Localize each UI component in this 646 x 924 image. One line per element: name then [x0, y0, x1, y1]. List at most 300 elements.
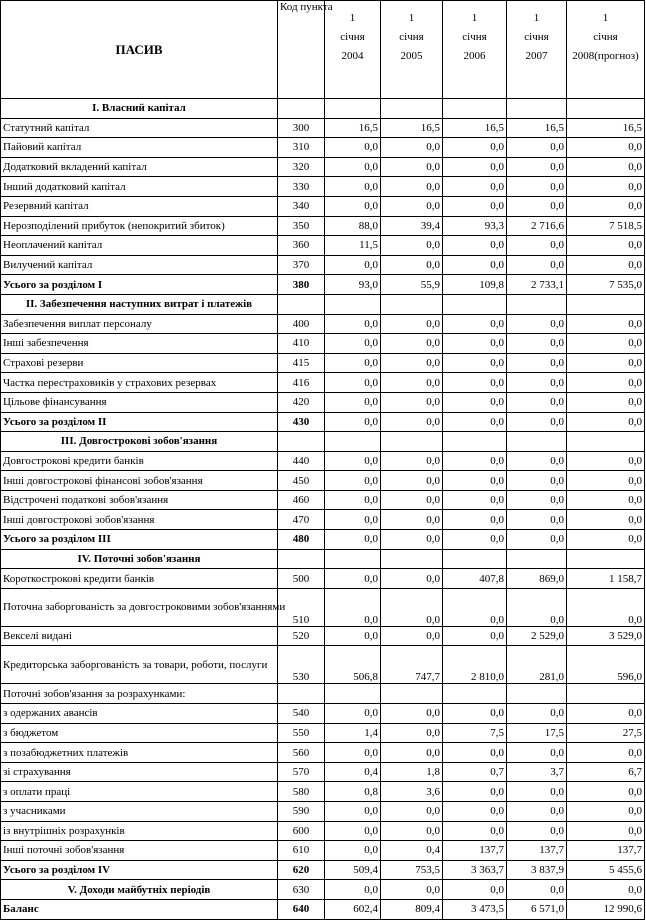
row-code: 460	[278, 490, 325, 510]
value-cell: 0,0	[325, 314, 381, 334]
value-cell: 0,0	[567, 334, 645, 354]
code-column-header: Код пункта	[278, 1, 325, 99]
row-code: 400	[278, 314, 325, 334]
row-code: 620	[278, 860, 325, 880]
row-label: Інші забезпечення	[1, 334, 278, 354]
value-cell: 93,0	[325, 275, 381, 295]
row-label: з позабюджетних платежів	[1, 743, 278, 763]
value-cell: 753,5	[381, 860, 443, 880]
row-code: 420	[278, 392, 325, 412]
value-cell: 0,0	[381, 138, 443, 158]
value-cell: 0,0	[567, 157, 645, 177]
value-cell	[507, 432, 567, 452]
value-cell: 0,0	[381, 471, 443, 491]
row-label: Кредиторська заборгованість за товари, роботи, послуги	[1, 646, 278, 684]
value-cell: 0,0	[325, 196, 381, 216]
row-label: II. Забезпечення наступних витрат і платежів	[1, 294, 278, 314]
value-cell: 0,0	[443, 510, 507, 530]
section-header-row	[1, 99, 645, 119]
value-cell: 0,0	[443, 743, 507, 763]
row-label: Баланс	[1, 899, 278, 919]
value-cell: 0,0	[507, 412, 567, 432]
value-cell	[567, 549, 645, 569]
value-cell: 0,0	[381, 569, 443, 589]
row-label: з одержаних авансів	[1, 704, 278, 724]
row-code: 630	[278, 880, 325, 900]
value-cell: 0,0	[507, 373, 567, 393]
table-row	[1, 392, 645, 412]
table-row	[1, 490, 645, 510]
row-code	[278, 99, 325, 119]
value-cell	[507, 684, 567, 704]
row-label: Додатковий вкладений капітал	[1, 157, 278, 177]
row-code: 370	[278, 255, 325, 275]
table-row	[1, 841, 645, 861]
value-cell	[381, 294, 443, 314]
row-label: V. Доходи майбутніх періодів	[1, 880, 278, 900]
value-cell: 11,5	[325, 236, 381, 256]
row-label: Поточні зобов'язання за розрахунками:	[1, 684, 278, 704]
value-cell: 0,0	[507, 880, 567, 900]
value-cell: 0,0	[381, 530, 443, 550]
row-code: 430	[278, 412, 325, 432]
table-row	[1, 177, 645, 197]
value-cell: 2 716,6	[507, 216, 567, 236]
value-cell: 0,0	[443, 451, 507, 471]
row-label: Нерозподілений прибуток (непокритий збиток)	[1, 216, 278, 236]
value-cell: 0,0	[567, 782, 645, 802]
value-cell: 0,0	[443, 353, 507, 373]
value-cell: 0,0	[507, 314, 567, 334]
total-row	[1, 412, 645, 432]
value-cell: 0,0	[443, 880, 507, 900]
value-cell: 0,0	[507, 451, 567, 471]
value-cell: 0,0	[443, 626, 507, 646]
value-cell: 2 810,0	[443, 646, 507, 684]
value-cell: 0,0	[381, 255, 443, 275]
value-cell: 0,0	[443, 314, 507, 334]
value-cell: 0,0	[567, 392, 645, 412]
value-cell: 1,4	[325, 723, 381, 743]
value-cell: 0,0	[507, 782, 567, 802]
value-cell: 0,0	[507, 196, 567, 216]
table-row	[1, 373, 645, 393]
row-code: 520	[278, 626, 325, 646]
row-label: III. Довгострокові зобов'язання	[1, 432, 278, 452]
value-cell: 93,3	[443, 216, 507, 236]
total-row	[1, 860, 645, 880]
value-cell: 596,0	[567, 646, 645, 684]
value-cell: 16,5	[381, 118, 443, 138]
row-code: 350	[278, 216, 325, 236]
value-cell: 0,0	[381, 880, 443, 900]
row-code: 310	[278, 138, 325, 158]
row-label: Вилучений капітал	[1, 255, 278, 275]
row-code: 610	[278, 841, 325, 861]
table-row	[1, 510, 645, 530]
value-cell	[443, 684, 507, 704]
row-label: Неоплачений капітал	[1, 236, 278, 256]
value-cell: 0,0	[381, 490, 443, 510]
table-row	[1, 588, 645, 626]
row-label: Забезпечення виплат персоналу	[1, 314, 278, 334]
value-cell: 0,0	[507, 392, 567, 412]
row-label: IV. Поточні зобов'язання	[1, 549, 278, 569]
value-cell	[567, 684, 645, 704]
value-cell: 0,0	[325, 588, 381, 626]
value-cell: 0,0	[443, 821, 507, 841]
value-cell: 0,0	[443, 588, 507, 626]
value-cell: 0,0	[567, 236, 645, 256]
table-body	[1, 99, 645, 920]
row-code: 480	[278, 530, 325, 550]
value-cell: 0,0	[325, 373, 381, 393]
value-cell: 109,8	[443, 275, 507, 295]
value-cell: 0,0	[567, 704, 645, 724]
value-cell: 0,0	[567, 412, 645, 432]
value-cell: 0,0	[443, 157, 507, 177]
value-cell: 0,0	[325, 490, 381, 510]
value-cell: 0,0	[381, 704, 443, 724]
value-cell: 1,8	[381, 762, 443, 782]
value-cell: 0,0	[507, 490, 567, 510]
value-cell: 2 733,1	[507, 275, 567, 295]
value-cell: 0,0	[443, 412, 507, 432]
row-code	[278, 432, 325, 452]
row-label: Резервний капітал	[1, 196, 278, 216]
row-code: 640	[278, 899, 325, 919]
value-cell	[507, 99, 567, 119]
value-cell: 0,0	[443, 782, 507, 802]
section-header-row	[1, 880, 645, 900]
total-row	[1, 899, 645, 919]
table-row	[1, 334, 645, 354]
table-row	[1, 782, 645, 802]
row-code: 510	[278, 588, 325, 626]
value-cell: 3 529,0	[567, 626, 645, 646]
row-label: з учасниками	[1, 802, 278, 822]
value-cell: 0,0	[443, 490, 507, 510]
table-row	[1, 196, 645, 216]
value-cell: 0,0	[567, 821, 645, 841]
row-code: 340	[278, 196, 325, 216]
value-cell: 0,0	[567, 743, 645, 763]
value-cell: 3 837,9	[507, 860, 567, 880]
value-cell: 407,8	[443, 569, 507, 589]
value-cell: 6,7	[567, 762, 645, 782]
value-cell: 869,0	[507, 569, 567, 589]
row-code: 530	[278, 646, 325, 684]
value-cell: 0,0	[325, 255, 381, 275]
value-cell: 0,0	[507, 471, 567, 491]
value-cell: 3,7	[507, 762, 567, 782]
row-label: зі страхування	[1, 762, 278, 782]
value-cell: 0,0	[381, 412, 443, 432]
row-label: Усього за розділом IV	[1, 860, 278, 880]
row-code: 416	[278, 373, 325, 393]
value-cell: 0,0	[507, 157, 567, 177]
value-cell: 0,0	[381, 157, 443, 177]
value-cell: 0,0	[325, 451, 381, 471]
value-cell: 0,0	[381, 723, 443, 743]
value-cell: 7,5	[443, 723, 507, 743]
value-cell: 137,7	[443, 841, 507, 861]
value-cell: 0,0	[381, 177, 443, 197]
value-cell: 16,5	[325, 118, 381, 138]
value-cell: 0,0	[567, 373, 645, 393]
row-code: 360	[278, 236, 325, 256]
row-label: Довгострокові кредити банків	[1, 451, 278, 471]
value-cell	[443, 99, 507, 119]
value-cell: 3 473,5	[443, 899, 507, 919]
table-row	[1, 704, 645, 724]
section-header-row	[1, 549, 645, 569]
value-cell	[381, 549, 443, 569]
row-label: Інші довгострокові зобов'язання	[1, 510, 278, 530]
value-cell: 0,0	[381, 821, 443, 841]
row-label: Інші поточні зобов'язання	[1, 841, 278, 861]
value-cell: 0,0	[443, 255, 507, 275]
value-cell: 7 535,0	[567, 275, 645, 295]
value-cell: 0,4	[325, 762, 381, 782]
table-row	[1, 118, 645, 138]
table-row	[1, 762, 645, 782]
value-cell: 0,0	[567, 530, 645, 550]
value-cell: 0,0	[325, 704, 381, 724]
value-cell: 0,0	[325, 412, 381, 432]
value-cell: 0,0	[567, 138, 645, 158]
value-cell: 602,4	[325, 899, 381, 919]
row-code	[278, 294, 325, 314]
table-row	[1, 451, 645, 471]
value-cell: 2 529,0	[507, 626, 567, 646]
year-column-header: 1 січня 2006	[443, 1, 507, 99]
row-label: з бюджетом	[1, 723, 278, 743]
value-cell: 0,0	[567, 353, 645, 373]
value-cell: 0,0	[507, 353, 567, 373]
value-cell: 6 571,0	[507, 899, 567, 919]
row-code: 410	[278, 334, 325, 354]
value-cell	[381, 432, 443, 452]
value-cell	[325, 684, 381, 704]
value-cell: 0,0	[325, 392, 381, 412]
row-code: 570	[278, 762, 325, 782]
table-row	[1, 743, 645, 763]
value-cell: 0,0	[381, 510, 443, 530]
row-code: 580	[278, 782, 325, 802]
value-cell: 0,0	[325, 510, 381, 530]
value-cell: 0,0	[507, 588, 567, 626]
value-cell: 3,6	[381, 782, 443, 802]
value-cell	[507, 549, 567, 569]
value-cell: 0,0	[567, 802, 645, 822]
value-cell	[507, 294, 567, 314]
value-cell: 0,0	[507, 802, 567, 822]
value-cell: 0,0	[381, 373, 443, 393]
year-column-header: 1 січня 2007	[507, 1, 567, 99]
value-cell: 0,0	[381, 314, 443, 334]
value-cell: 0,0	[443, 177, 507, 197]
row-label: Відстрочені податкові зобов'язання	[1, 490, 278, 510]
value-cell	[567, 432, 645, 452]
value-cell: 12 990,6	[567, 899, 645, 919]
value-cell: 0,0	[507, 821, 567, 841]
value-cell: 0,0	[507, 255, 567, 275]
row-label: Цільове фінансування	[1, 392, 278, 412]
row-label: Усього за розділом I	[1, 275, 278, 295]
value-cell: 0,0	[325, 530, 381, 550]
value-cell: 16,5	[507, 118, 567, 138]
row-code	[278, 549, 325, 569]
value-cell: 0,0	[567, 314, 645, 334]
row-code: 450	[278, 471, 325, 491]
value-cell: 0,0	[443, 530, 507, 550]
value-cell: 0,0	[381, 392, 443, 412]
row-code: 415	[278, 353, 325, 373]
value-cell: 0,0	[381, 451, 443, 471]
table-row	[1, 821, 645, 841]
value-cell: 0,0	[381, 743, 443, 763]
value-cell: 0,0	[325, 841, 381, 861]
section-header-row	[1, 294, 645, 314]
row-label: Усього за розділом III	[1, 530, 278, 550]
value-cell: 27,5	[567, 723, 645, 743]
section-header-row	[1, 432, 645, 452]
value-cell	[325, 99, 381, 119]
table-row	[1, 157, 645, 177]
value-cell: 0,0	[325, 821, 381, 841]
table-title: ПАСИВ	[1, 1, 278, 99]
row-code: 330	[278, 177, 325, 197]
value-cell: 0,0	[443, 392, 507, 412]
value-cell: 0,0	[325, 138, 381, 158]
row-code: 560	[278, 743, 325, 763]
value-cell: 0,0	[381, 588, 443, 626]
value-cell: 0,0	[507, 138, 567, 158]
value-cell: 0,0	[325, 626, 381, 646]
value-cell	[325, 432, 381, 452]
row-code	[278, 684, 325, 704]
table-row	[1, 471, 645, 491]
row-label: із внутрішніх розрахунків	[1, 821, 278, 841]
value-cell: 17,5	[507, 723, 567, 743]
value-cell: 3 363,7	[443, 860, 507, 880]
row-code: 550	[278, 723, 325, 743]
value-cell: 0,0	[443, 236, 507, 256]
value-cell: 0,0	[381, 236, 443, 256]
value-cell	[325, 294, 381, 314]
row-code: 440	[278, 451, 325, 471]
value-cell: 0,0	[381, 196, 443, 216]
total-row	[1, 530, 645, 550]
row-label: Інші довгострокові фінансові зобов'язання	[1, 471, 278, 491]
table-row	[1, 684, 645, 704]
value-cell	[443, 294, 507, 314]
row-label: Частка перестраховиків у страхових резервах	[1, 373, 278, 393]
row-label: Векселі видані	[1, 626, 278, 646]
value-cell: 0,0	[507, 510, 567, 530]
value-cell: 0,0	[443, 802, 507, 822]
value-cell: 0,0	[325, 334, 381, 354]
value-cell: 137,7	[567, 841, 645, 861]
value-cell: 0,0	[507, 177, 567, 197]
value-cell: 0,0	[507, 334, 567, 354]
value-cell: 0,0	[567, 880, 645, 900]
row-code: 380	[278, 275, 325, 295]
value-cell	[381, 684, 443, 704]
value-cell	[443, 549, 507, 569]
row-label: Статутний капітал	[1, 118, 278, 138]
value-cell: 0,0	[381, 353, 443, 373]
row-label: I. Власний капітал	[1, 99, 278, 119]
row-code: 470	[278, 510, 325, 530]
value-cell: 0,0	[325, 471, 381, 491]
table-row	[1, 314, 645, 334]
row-label: Короткострокові кредити банків	[1, 569, 278, 589]
value-cell: 0,0	[325, 743, 381, 763]
value-cell: 55,9	[381, 275, 443, 295]
value-cell: 0,0	[507, 236, 567, 256]
value-cell: 7 518,5	[567, 216, 645, 236]
value-cell: 0,0	[325, 880, 381, 900]
value-cell: 0,4	[381, 841, 443, 861]
value-cell: 0,0	[325, 569, 381, 589]
row-code: 500	[278, 569, 325, 589]
value-cell: 0,0	[381, 626, 443, 646]
value-cell: 0,0	[325, 802, 381, 822]
value-cell: 0,0	[507, 743, 567, 763]
value-cell: 0,0	[567, 471, 645, 491]
year-column-header: 1 січня 2008(прогноз)	[567, 1, 645, 99]
value-cell: 0,0	[443, 138, 507, 158]
value-cell: 1 158,7	[567, 569, 645, 589]
row-label: Усього за розділом II	[1, 412, 278, 432]
value-cell: 0,0	[443, 196, 507, 216]
row-label: з оплати праці	[1, 782, 278, 802]
value-cell: 137,7	[507, 841, 567, 861]
value-cell: 509,4	[325, 860, 381, 880]
value-cell: 39,4	[381, 216, 443, 236]
table-row	[1, 255, 645, 275]
table-row	[1, 353, 645, 373]
table-row	[1, 236, 645, 256]
total-row	[1, 275, 645, 295]
row-label: Страхові резерви	[1, 353, 278, 373]
table-row	[1, 802, 645, 822]
year-column-header: 1 січня 2005	[381, 1, 443, 99]
row-code: 590	[278, 802, 325, 822]
value-cell: 0,0	[567, 177, 645, 197]
value-cell: 0,0	[325, 157, 381, 177]
value-cell: 0,0	[381, 802, 443, 822]
value-cell: 0,0	[443, 704, 507, 724]
row-code: 300	[278, 118, 325, 138]
row-code: 540	[278, 704, 325, 724]
value-cell	[567, 294, 645, 314]
value-cell: 88,0	[325, 216, 381, 236]
table-row	[1, 216, 645, 236]
value-cell: 16,5	[443, 118, 507, 138]
value-cell: 0,0	[443, 373, 507, 393]
row-label: Інший додатковий капітал	[1, 177, 278, 197]
table-row	[1, 569, 645, 589]
value-cell: 0,0	[567, 451, 645, 471]
row-code: 600	[278, 821, 325, 841]
value-cell: 0,0	[567, 510, 645, 530]
value-cell	[381, 99, 443, 119]
value-cell: 0,0	[567, 588, 645, 626]
value-cell	[325, 549, 381, 569]
